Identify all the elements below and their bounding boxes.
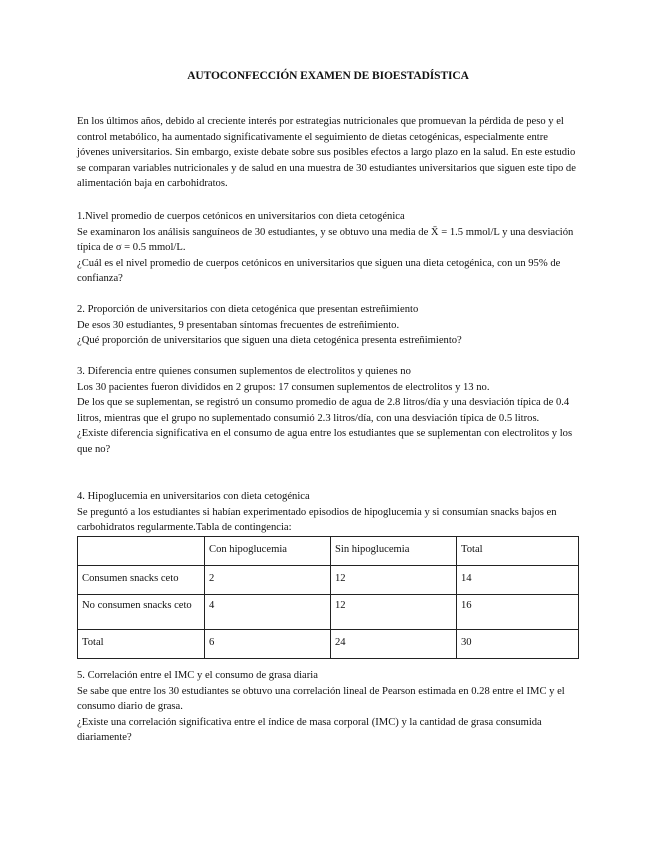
table-cell: 2	[205, 566, 331, 595]
table-row	[78, 630, 579, 659]
table-cell: Total	[78, 630, 205, 659]
table-header-cell: Total	[457, 537, 579, 566]
table-row	[78, 595, 579, 630]
question-2-body: De esos 30 estudiantes, 9 presentaban síntomas frecuentes de estreñimiento.	[77, 319, 400, 331]
table-header-cell: Con hipoglucemia	[205, 537, 331, 566]
question-2-section	[77, 302, 579, 349]
question-4-heading: 4. Hipoglucemia en universitarios con dieta cetogénica	[77, 491, 310, 502]
question-5-section	[77, 668, 579, 746]
contingency-table	[77, 536, 579, 659]
table-cell: 16	[457, 595, 579, 630]
table-cell: 6	[205, 630, 331, 659]
question-3-section	[77, 364, 579, 457]
question-5-question: ¿Existe una correlación significativa entre el índice de masa corporal (IMC) y la cantidad de grasa consumida diariamente?	[77, 716, 542, 743]
question-4-body: Se preguntó a los estudiantes si habían experimentado episodios de hipoglucemia y si consumían snacks bajos en carbohidratos regularmente.Tabla de contingencia:	[77, 506, 557, 533]
question-1-question: ¿Cuál es el nivel promedio de cuerpos cetónicos en universitarios que siguen una dieta cetogénica, con un 95% de confianza?	[77, 257, 561, 284]
table-cell: 12	[331, 566, 457, 595]
intro-paragraph: En los últimos años, debido al creciente interés por estrategias nutricionales que promuevan la pérdida de peso y el control metabólico, ha aumentado significativamente el seguimiento de dietas cetogénicas, especialmente entre jóvenes universitarios. Sin embargo, existe debate sobre sus posibles efectos a largo plazo en la salud. En este estudio se comparan variables nutricionales y de salud en una muestra de 30 estudiantes universitarios que siguen este tipo de alimentación baja en carbohidratos.	[77, 116, 576, 189]
question-4-section	[77, 489, 579, 536]
table-cell: 24	[331, 630, 457, 659]
question-1-body: Se examinaron los análisis sanguíneos de 30 estudiantes, y se obtuvo una media de X̄ = 1.5 mmol/L y una desviación típica de σ = 0.5 mmol/L.	[77, 226, 574, 253]
page-title: AUTOCONFECCIÓN EXAMEN DE BIOESTADÍSTICA	[187, 70, 469, 82]
question-3-body-2: De los que se suplementan, se registró un consumo promedio de agua de 2.8 litros/día y una desviación típica de 0.4 litros, mientras que el grupo no suplementado consumió 2.3 litros/día, con una desviación típica de 0.5 litros.	[77, 397, 570, 424]
table-header-row	[78, 537, 579, 566]
table-cell: 14	[457, 566, 579, 595]
question-3-question: ¿Existe diferencia significativa en el consumo de agua entre los estudiantes que se suplementan con electrolitos y los que no?	[77, 428, 573, 455]
question-2-question: ¿Qué proporción de universitarios que siguen una dieta cetogénica presenta estreñimiento?	[77, 335, 462, 346]
question-1-section	[77, 209, 579, 287]
question-5-heading: 5. Correlación entre el IMC y el consumo de grasa diaria	[77, 670, 318, 681]
table-cell: No consumen snacks ceto	[78, 595, 205, 630]
table-cell: 4	[205, 595, 331, 630]
question-3-body-1: Los 30 pacientes fueron divididos en 2 grupos: 17 consumen suplementos de electrolitos y 13 no.	[77, 381, 490, 393]
table-header-cell: Sin hipoglucemia	[331, 537, 457, 566]
intro-section	[77, 114, 579, 192]
table-header-cell	[78, 537, 205, 566]
table-cell: 12	[331, 595, 457, 630]
table-row	[78, 566, 579, 595]
table-cell: 30	[457, 630, 579, 659]
question-5-body: Se sabe que entre los 30 estudiantes se obtuvo una correlación lineal de Pearson estimada en 0.28 entre el IMC y el consumo diario de grasa.	[77, 685, 565, 712]
question-2-heading: 2. Proporción de universitarios con dieta cetogénica que presentan estreñimiento	[77, 304, 419, 315]
question-3-heading: 3. Diferencia entre quienes consumen suplementos de electrolitos y quienes no	[77, 366, 411, 377]
table-cell: Consumen snacks ceto	[78, 566, 205, 595]
question-1-heading: 1.Nivel promedio de cuerpos cetónicos en universitarios con dieta cetogénica	[77, 211, 405, 222]
